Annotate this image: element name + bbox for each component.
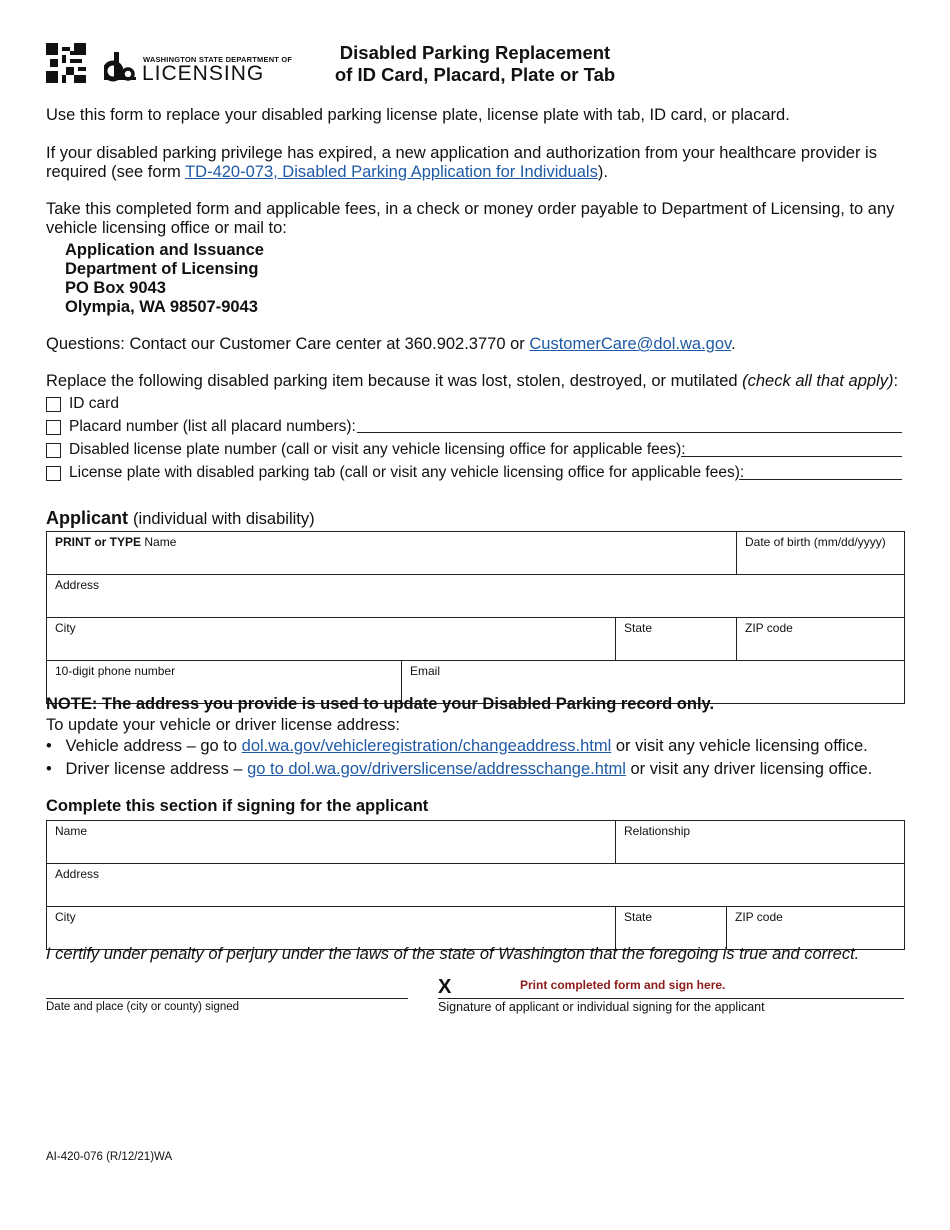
page-title: Disabled Parking Replacement of ID Card, Placard, Plate or Tab — [334, 42, 616, 85]
questions-line: Questions: Contact our Customer Care center at 360.902.3770 or CustomerCare@dol.wa.gov. — [46, 335, 736, 353]
certification-statement: I certify under penalty of perjury under the laws of the state of Washington that the foregoing is true and correct. — [46, 945, 860, 963]
signer-address-field[interactable]: Address — [47, 864, 905, 907]
applicant-address-field[interactable]: Address — [47, 575, 905, 618]
signer-city-field[interactable]: City — [47, 907, 616, 950]
applicant-table — [46, 531, 905, 704]
date-place-label: Date and place (city or county) signed — [46, 1001, 240, 1013]
mailing-address: Application and Issuance Department of Licensing PO Box 9043 Olympia, WA 98507-9043 — [65, 241, 264, 316]
signature-field[interactable] — [438, 998, 904, 999]
signer-table — [46, 820, 905, 950]
date-place-field[interactable] — [46, 998, 408, 999]
checkbox-label: Placard number (list all placard numbers): — [69, 418, 356, 435]
checkbox-label: ID card — [69, 395, 119, 412]
signer-zip-field[interactable]: ZIP code — [727, 907, 905, 950]
applicant-name-field[interactable]: PRINT or TYPE Name — [47, 532, 737, 575]
qr-code-icon — [46, 43, 86, 83]
checkbox-row-plate-with-tab[interactable] — [46, 463, 744, 483]
signature-label: Signature of applicant or individual signing for the applicant — [438, 1000, 765, 1014]
checkbox-row-id-card[interactable] — [46, 394, 119, 414]
signer-state-field[interactable]: State — [616, 907, 727, 950]
signer-heading: Complete this section if signing for the applicant — [46, 797, 429, 815]
agency-name: LICENSING — [142, 62, 265, 85]
signer-relationship-field[interactable]: Relationship — [616, 821, 905, 864]
applicant-state-field[interactable]: State — [616, 618, 737, 661]
applicant-phone-field[interactable]: 10-digit phone number — [47, 661, 402, 704]
signer-name-field[interactable]: Name — [47, 821, 616, 864]
license-plate-number-field[interactable] — [681, 456, 902, 457]
vehicle-address-bullet: • Vehicle address – go to dol.wa.gov/vehicleregistration/changeaddress.html or visit any vehicle licensing office. — [46, 737, 868, 755]
print-sign-note: Print completed form and sign here. — [520, 978, 726, 992]
form-id: AI-420-076 (R/12/21)WA — [46, 1151, 173, 1163]
checkbox[interactable] — [46, 397, 61, 412]
vehicle-address-link[interactable]: dol.wa.gov/vehicleregistration/changeaddress.html — [241, 737, 612, 755]
replace-lead: Replace the following disabled parking item because it was lost, stolen, destroyed, or mutilated (check all that apply): — [46, 372, 899, 390]
agency-name-small: WASHINGTON STATE DEPARTMENT OF — [143, 55, 293, 64]
checkbox[interactable] — [46, 443, 61, 458]
note-block: NOTE: The address you provide is used to update your Disabled Parking record only. To update your vehicle or driver license address: — [46, 695, 715, 734]
applicant-dob-field[interactable]: Date of birth (mm/dd/yyyy) — [737, 532, 905, 575]
placard-number-field[interactable] — [357, 432, 902, 433]
dol-logo-icon — [104, 50, 136, 82]
driver-address-bullet: • Driver license address – go to dol.wa.gov/driverslicense/addresschange.html or visit any driver licensing office. — [46, 760, 873, 778]
checkbox[interactable] — [46, 466, 61, 481]
checkbox-row-license-plate[interactable] — [46, 440, 686, 460]
checkbox[interactable] — [46, 420, 61, 435]
intro-paragraph-3: Take this completed form and applicable fees, in a check or money order payable to Department of Licensing, to any vehicle licensing office or mail to: — [46, 200, 895, 237]
driver-address-link[interactable]: go to dol.wa.gov/driverslicense/addresschange.html — [247, 760, 626, 778]
applicant-zip-field[interactable]: ZIP code — [737, 618, 905, 661]
intro-paragraph-1: Use this form to replace your disabled parking license plate, license plate with tab, ID card, or placard. — [46, 106, 790, 124]
plate-with-tab-field[interactable] — [739, 479, 902, 480]
checkbox-row-placard[interactable] — [46, 417, 356, 437]
applicant-heading: Applicant (individual with disability) — [46, 508, 315, 528]
applicant-email-field[interactable]: Email — [402, 661, 905, 704]
customer-care-email-link[interactable]: CustomerCare@dol.wa.gov — [529, 335, 732, 353]
application-form-link[interactable]: TD-420-073, Disabled Parking Application for Individuals — [185, 163, 598, 181]
checkbox-label: License plate with disabled parking tab (call or visit any vehicle licensing office for applicable fees): — [69, 464, 745, 481]
signature-x-mark: X — [438, 976, 452, 998]
checkbox-label: Disabled license plate number (call or visit any vehicle licensing office for applicable fees): — [69, 441, 686, 458]
intro-paragraph-2: If your disabled parking privilege has expired, a new application and authorization from your healthcare provider is required (see form TD-420-073, Disabled Parking Application for Individuals). — [46, 144, 877, 181]
applicant-city-field[interactable]: City — [47, 618, 616, 661]
